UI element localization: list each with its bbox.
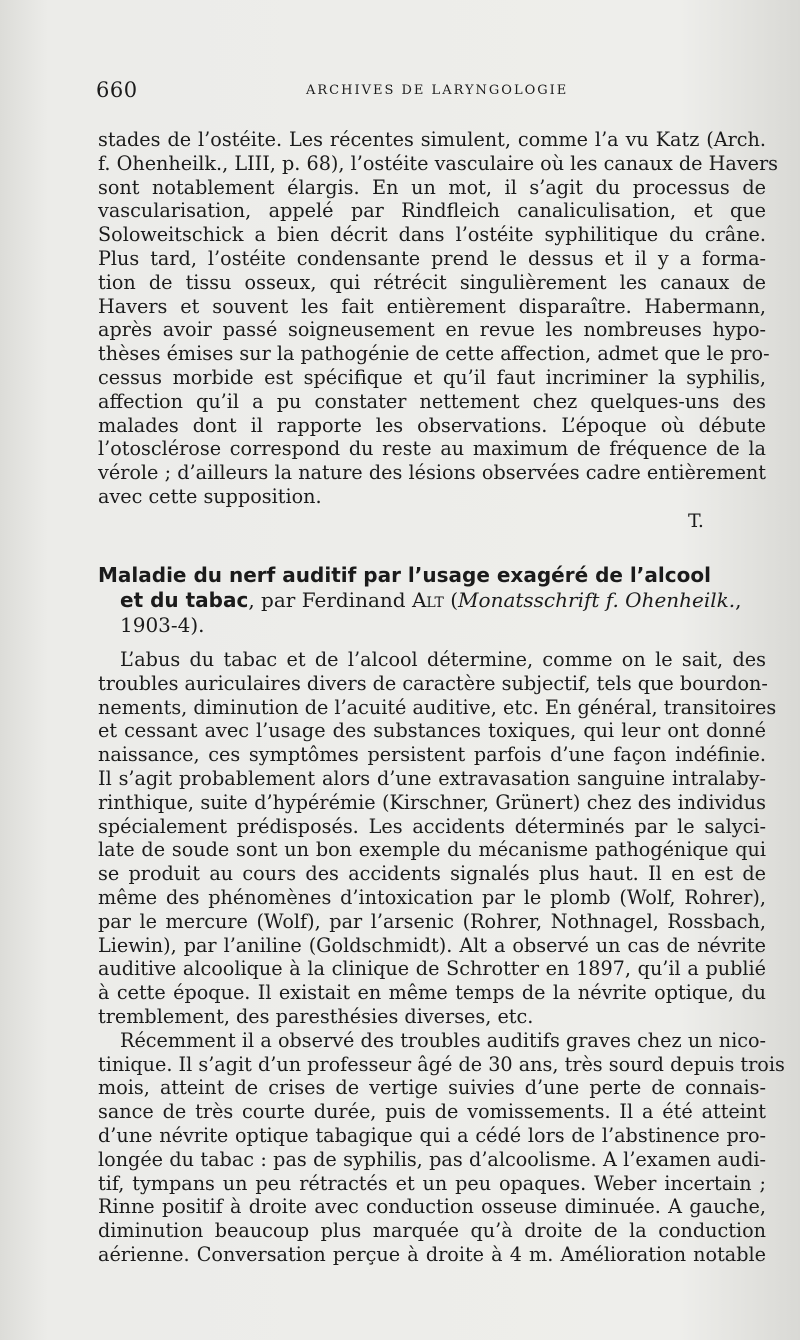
source-open: ( [443,588,459,612]
article-title-line2 [98,588,770,613]
text-line: sont notablement élargis. En un mot, il s’agit du processus de [98,175,766,199]
text-line: naissance, ces symptômes persistent parfois d’une façon indéfinie. [98,743,766,767]
text-line: Il s’agit probablement alors d’une extravasation sanguine intralaby- [98,766,766,790]
article-body [98,648,785,1267]
text-line: spécialement prédisposés. Les accidents déterminés par le salycі- [98,814,766,838]
text-line: aérienne. Conversation perçue à droite à 4 m. Amélioration notable [98,1242,766,1266]
text-line: L’abus du tabac et de l’alcool détermine, comme on le sait, des [120,648,766,671]
journal-name: Monatsschrift f. Ohenheilk. [458,588,736,612]
text-line: troubles auriculaires divers de caractère subjectif, tels que bourdon- [98,671,768,695]
text-line: longée du tabac : pas de syphilis, pas d’alcoolisme. A l’examen audi- [98,1147,766,1171]
text-line: après avoir passé soigneusement en revue les nombreuses hypo- [98,318,766,342]
text-line: même des phénomènes d’intoxication par le plomb (Wolf, Rohrer), [98,885,766,909]
article-title-part2: et du tabac [120,588,249,612]
text-line: sance de très courte durée, puis de vomissements. Il a été atteint [98,1100,766,1124]
text-line: Havers et souvent les fait entièrement disparaître. Habermann, [98,294,766,318]
text-line: Récemment il a observé des troubles auditifs graves chez un nico- [120,1028,766,1052]
article-title-line1: Maladie du nerf auditif par l’usage exagéré de l’alcool [98,563,711,587]
text-line: auditive alcoolique à la clinique de Schrotter en 1897, qu’il a publié [98,957,766,981]
author-surname: Alt [411,588,444,612]
text-line: thèses émises sur la pathogénie de cette affection, admet que le pro- [98,342,770,366]
text-line: tremblement, des paresthésies diverses, etc. [98,1004,534,1028]
text-line: par le mercure (Wolf), par l’arsenic (Rohrer, Nothnagel, Rossbach, [98,909,766,933]
article-year: 1903-4). [120,613,205,637]
text-line: f. Ohenheilk., LIII, p. 68), l’ostéite vasculaire où les canaux de Havers [98,151,778,175]
continuation-paragraph [98,128,778,509]
text-line: tinique. Il s’agit d’un professeur âgé de 30 ans, très sourd depuis trois [98,1052,785,1076]
text-line: et cessant avec l’usage des substances toxiques, qui leur ont donné [98,719,766,743]
text-line: d’une névrite optique tabagique qui a cédé lors de l’abstinence pro- [98,1123,766,1147]
text-line: malades dont il rapporte les observations. L’époque où débute [98,413,766,437]
text-line: diminution beaucoup plus marquée qu’à droite de la conduction [98,1219,766,1243]
text-line: à cette époque. Il existait en même temps de la névrite optique, du [98,981,766,1005]
text-line: mois, atteint de crises de vertige suivies d’une perte de connais- [98,1076,766,1100]
text-line: tion de tissu osseux, qui rétrécit singulièrement les canaux de [98,270,766,294]
text-line: Soloweitschick a bien décrit dans l’ostéite syphilitique du crâne. [98,223,766,247]
text-line: stades de l’ostéite. Les récentes simulent, comme l’a vu Katz (Arch. [98,128,766,151]
text-line: Rinne positif à droite avec conduction osseuse diminuée. A gauche, [98,1195,766,1219]
text-line: vascularisation, appelé par Rindfleich canaliculisation, et que [98,199,766,223]
text-line: Plus tard, l’ostéite condensante prend le dessus et il y a forma- [98,246,766,270]
text-line: avec cette supposition. [98,484,322,508]
source-close: , [735,588,742,612]
author-signature: T. [688,510,704,532]
page-header [96,78,760,108]
article-heading [98,563,770,638]
text-line: se produit au cours des accidents signalés plus haut. Il en est de [98,862,766,886]
text-line: cessus morbide est spécifique et qu’il faut incriminer la syphilis, [98,365,766,389]
text-line: rinthique, suite d’hypérémie (Kirschner, Grünert) chez des individus [98,790,766,814]
text-line: tif, tympans un peu rétractés et un peu opaques. Weber incertain ; [98,1171,766,1195]
byline-par: , par Ferdinand [248,588,412,612]
text-line: nements, diminution de l’acuité auditive, etc. En général, transitoires [98,695,777,719]
text-line: l’otosclérose correspond du reste au maximum de fréquence de la [98,437,766,461]
page-number: 660 [96,78,138,102]
text-line: Liewin), par l’aniline (Goldschmidt). Alt a observé un cas de névrite [98,933,766,957]
text-line: late de soude sont un bon exemple du mécanisme pathogénique qui [98,838,766,862]
running-head: ARCHIVES DE LARYNGOLOGIE [306,83,569,98]
text-line: affection qu’il a pu constater nettement chez quelques-uns des [98,389,766,413]
text-line: vérole ; d’ailleurs la nature des lésions observées cadre entièrement [98,461,766,485]
